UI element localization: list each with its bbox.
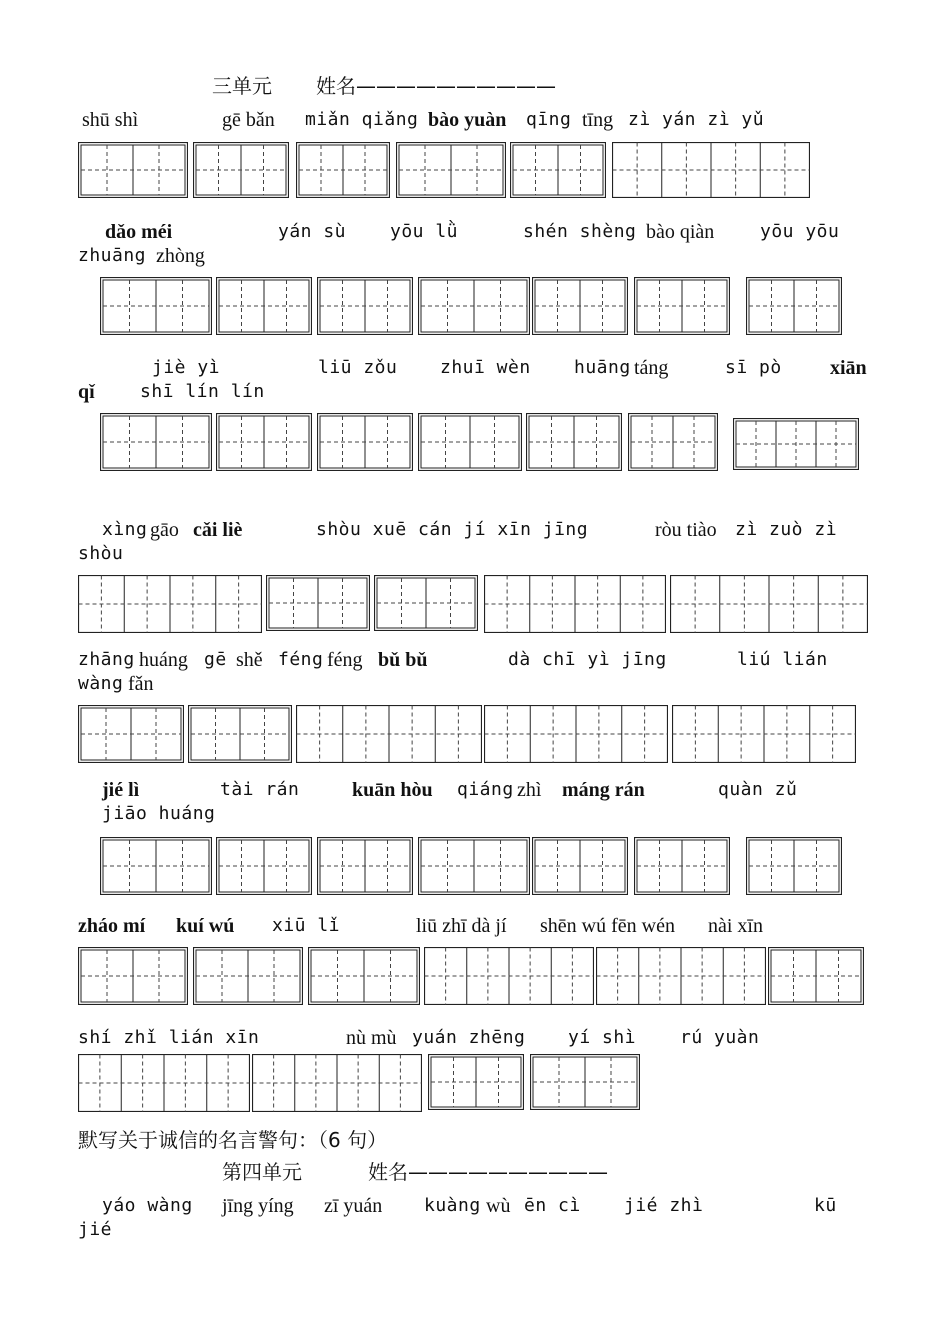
pinyin-label: gāo: [150, 519, 179, 541]
writing-grid-box: [768, 947, 864, 1005]
writing-grid-box: [78, 142, 188, 198]
writing-grid-box: [252, 1054, 422, 1112]
pinyin-label: zhì: [517, 779, 542, 801]
pinyin-label: cǎi liè: [193, 519, 243, 541]
pinyin-label: yōu yōu: [760, 221, 840, 242]
pinyin-label: yōu lǜ: [390, 221, 459, 242]
pinyin-label: féng: [278, 649, 324, 670]
pinyin-label: bǔ bǔ: [378, 649, 428, 671]
pinyin-label: gē bǎn: [222, 109, 275, 131]
pinyin-label: shēn wú fēn wén: [540, 915, 675, 937]
writing-grid-box: [216, 413, 312, 471]
pinyin-label: tīng: [582, 109, 614, 131]
writing-grid-box: [317, 277, 413, 335]
writing-grid-box: [78, 705, 184, 763]
writing-grid-box: [78, 947, 188, 1005]
writing-grid-box: [418, 277, 530, 335]
pinyin-label: nài xīn: [708, 915, 763, 937]
pinyin-label: rú yuàn: [680, 1027, 760, 1048]
pinyin-label: yán sù: [278, 221, 347, 242]
writing-grid-box: [532, 837, 628, 895]
pinyin-label: kuàng: [424, 1195, 481, 1216]
pinyin-label: zhāng: [78, 649, 135, 670]
pinyin-label: ēn cì: [524, 1195, 581, 1216]
pinyin-label: zhuī wèn: [440, 357, 531, 378]
pinyin-label: qiáng: [457, 779, 514, 800]
writing-grid-box: [100, 277, 212, 335]
writing-grid-box: [530, 1054, 640, 1110]
pinyin-label: kuān hòu: [352, 779, 433, 801]
pinyin-label: shī lín lín: [140, 381, 265, 402]
pinyin-label: fǎn: [128, 673, 154, 695]
pinyin-label: xìng: [102, 519, 148, 540]
pinyin-label: gē: [204, 649, 227, 670]
writing-grid-box: [266, 575, 370, 631]
pinyin-label: táng: [634, 357, 669, 379]
writing-grid-box: [317, 837, 413, 895]
pinyin-label: jié: [78, 1219, 113, 1240]
pinyin-label: yí shì: [568, 1027, 637, 1048]
pinyin-label: jiè yì: [152, 357, 221, 378]
writing-grid-box: [317, 413, 413, 471]
pinyin-label: zì zuò zì: [735, 519, 838, 540]
pinyin-label: miǎn qiǎng: [305, 109, 419, 130]
writing-grid-box: [100, 837, 212, 895]
pinyin-label: wù: [486, 1195, 511, 1217]
pinyin-label: zī yuán: [324, 1195, 383, 1217]
pinyin-label: wàng: [78, 673, 124, 694]
pinyin-label: liū zǒu: [318, 357, 398, 378]
writing-grid-box: [374, 575, 478, 631]
writing-grid-box: [733, 418, 859, 470]
pinyin-label: tài rán: [220, 779, 300, 800]
writing-grid-box: [188, 705, 292, 763]
writing-grid-box: [418, 413, 522, 471]
pinyin-label: liú lián: [737, 649, 828, 670]
pinyin-label: kuí wú: [176, 915, 235, 937]
pinyin-label: qǐ: [78, 381, 95, 403]
pinyin-label: ròu tiào: [655, 519, 717, 541]
writing-grid-box: [418, 837, 530, 895]
pinyin-label: bào yuàn: [428, 109, 507, 131]
pinyin-label: xiū lǐ: [272, 915, 341, 936]
pinyin-label: quàn zǔ: [718, 779, 798, 800]
pinyin-label: shí zhǐ lián xīn: [78, 1027, 260, 1048]
pinyin-label: bào qiàn: [646, 221, 715, 243]
pinyin-label: yuán zhēng: [412, 1027, 526, 1048]
writing-grid-box: [634, 837, 730, 895]
pinyin-label: jīng yíng: [222, 1195, 294, 1217]
unit3-name-label: 姓名——————————: [316, 74, 556, 98]
writing-grid-box: [526, 413, 622, 471]
pinyin-label: shě: [236, 649, 263, 671]
unit4-name-label: 姓名——————————: [368, 1160, 608, 1184]
writing-grid-box: [78, 575, 262, 633]
writing-grid-box: [634, 277, 730, 335]
pinyin-label: zì yán zì yǔ: [628, 109, 765, 130]
writing-grid-box: [612, 142, 810, 198]
writing-grid-box: [296, 705, 482, 763]
writing-grid-box: [596, 947, 766, 1005]
pinyin-label: yáo wàng: [102, 1195, 193, 1216]
pinyin-label: jié zhì: [624, 1195, 704, 1216]
writing-grid-box: [216, 277, 312, 335]
writing-grid-box: [78, 1054, 250, 1112]
pinyin-label: dǎo méi: [105, 221, 173, 243]
pinyin-label: shòu xuē cán jí xīn jīng: [316, 519, 589, 540]
pinyin-label: xiān: [830, 357, 867, 379]
writing-grid-box: [296, 142, 390, 198]
writing-grid-box: [532, 277, 628, 335]
writing-grid-box: [308, 947, 420, 1005]
pinyin-label: shén shèng: [523, 221, 637, 242]
writing-grid-box: [670, 575, 868, 633]
writing-grid-box: [193, 142, 289, 198]
writing-grid-box: [484, 705, 668, 763]
pinyin-label: shòu: [78, 543, 124, 564]
pinyin-label: féng: [327, 649, 363, 671]
writing-grid-box: [424, 947, 594, 1005]
pinyin-label: zhòng: [156, 245, 205, 267]
unit4-title: 第四单元: [222, 1160, 302, 1184]
pinyin-label: shū shì: [82, 109, 139, 131]
writing-grid-box: [628, 413, 718, 471]
pinyin-label: zháo mí: [78, 915, 146, 937]
writing-grid-box: [672, 705, 856, 763]
writing-grid-box: [510, 142, 606, 198]
writing-grid-box: [484, 575, 666, 633]
pinyin-label: nù mù: [346, 1027, 397, 1049]
writing-grid-box: [216, 837, 312, 895]
pinyin-label: sī pò: [725, 357, 782, 378]
pinyin-label: huāng: [574, 357, 631, 378]
pinyin-label: liū zhī dà jí: [416, 915, 507, 937]
pinyin-label: huáng: [139, 649, 188, 671]
writing-grid-box: [396, 142, 506, 198]
instruction-text: 默写关于诚信的名言警句：（6 句）: [78, 1128, 388, 1152]
pinyin-label: jié lì: [102, 779, 140, 801]
pinyin-label: qīng: [526, 109, 572, 130]
pinyin-label: máng rán: [562, 779, 645, 801]
writing-grid-box: [100, 413, 212, 471]
pinyin-label: jiāo huáng: [102, 803, 216, 824]
writing-grid-box: [193, 947, 303, 1005]
pinyin-label: dà chī yì jīng: [508, 649, 667, 670]
writing-grid-box: [746, 277, 842, 335]
pinyin-label: zhuāng: [78, 245, 147, 266]
pinyin-label: kū: [814, 1195, 837, 1216]
writing-grid-box: [746, 837, 842, 895]
unit3-title: 三单元: [212, 74, 272, 98]
writing-grid-box: [428, 1054, 524, 1110]
